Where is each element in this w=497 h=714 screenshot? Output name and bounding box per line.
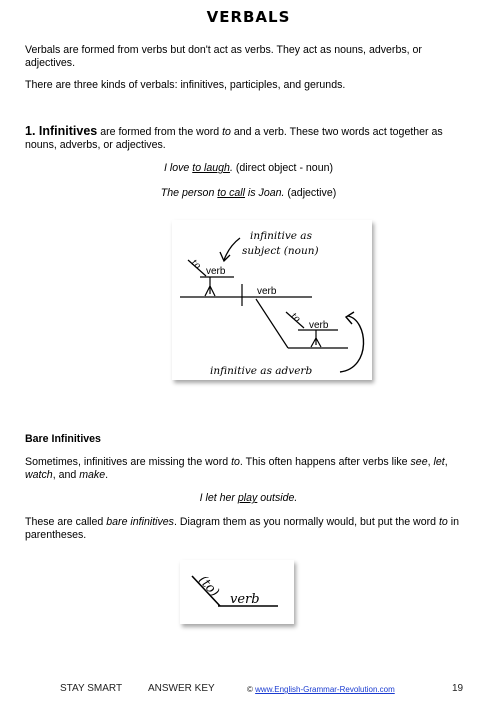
main-verb-label: verb bbox=[257, 286, 277, 297]
example-2 bbox=[0, 187, 497, 200]
example-2-post: is Joan. bbox=[244, 187, 285, 199]
bare-example-post: outside. bbox=[257, 492, 298, 504]
infinitives-text-b: and a verb. These two words act together as nouns, adverbs, or adjectives. bbox=[25, 126, 443, 151]
bare-example-underlined: play bbox=[237, 492, 258, 504]
bare-p1-f: . bbox=[105, 469, 109, 481]
example-2-note: (adjective) bbox=[284, 187, 337, 199]
bare-paragraph-2 bbox=[25, 516, 473, 542]
adverb-verb-label: verb bbox=[309, 320, 329, 331]
infinitives-paragraph bbox=[25, 125, 473, 152]
example-1-post: . bbox=[229, 162, 233, 174]
footer-website-link[interactable]: www.English-Grammar-Revolution.com bbox=[255, 685, 395, 694]
example-1-pre: I love bbox=[163, 162, 193, 174]
bare-p1-to: to bbox=[231, 456, 240, 468]
bare-p2-b: . Diagram them as you normally would, but put the word bbox=[173, 516, 439, 528]
annotation-subject-line2: subject (noun) bbox=[242, 245, 319, 257]
infinitives-heading: 1. Infinitives bbox=[25, 124, 98, 138]
example-1-note: (direct object - noun) bbox=[232, 162, 334, 174]
annotation-subject-line1: infinitive as bbox=[250, 230, 312, 242]
copyright-symbol: © bbox=[247, 685, 253, 694]
infinitive-diagram bbox=[172, 220, 372, 380]
bare-p1-b: . This often happens after verbs like bbox=[239, 456, 411, 468]
bare-p1-make: make bbox=[79, 469, 106, 481]
example-2-pre: The person bbox=[160, 187, 218, 199]
footer-answer-key: ANSWER KEY bbox=[148, 683, 215, 694]
bare-paragraph-1 bbox=[25, 456, 473, 482]
bare-p1-c: , bbox=[427, 456, 434, 468]
infinitive-diagram-svg bbox=[172, 220, 372, 380]
bare-p2-bare: bare infinitives bbox=[106, 516, 174, 528]
bare-infinitives-heading: Bare Infinitives bbox=[25, 433, 101, 445]
bare-to-label: (to) bbox=[195, 572, 222, 601]
bare-p1-e: , and bbox=[52, 469, 80, 481]
bare-example bbox=[0, 492, 497, 505]
bare-infinitive-diagram bbox=[180, 560, 294, 624]
infinitives-text-a: are formed from the word bbox=[97, 126, 223, 138]
intro-paragraph-2: There are three kinds of verbals: infinitives, participles, and gerunds. bbox=[25, 79, 346, 91]
bare-p2-to: to bbox=[438, 516, 448, 528]
page-title: VERBALS bbox=[206, 8, 291, 26]
bare-p2-a: These are called bbox=[25, 516, 107, 528]
example-1-underlined: to laugh bbox=[192, 162, 230, 174]
bare-infinitive-diagram-svg bbox=[180, 560, 294, 624]
footer-copyright bbox=[247, 685, 395, 694]
intro-paragraph-1: Verbals are formed from verbs but don't act as verbs. They act as nouns, adverbs, or adjectives. bbox=[25, 44, 422, 69]
bare-example-pre: I let her bbox=[199, 492, 238, 504]
bare-p1-watch: watch bbox=[25, 469, 53, 481]
bare-verb-label: verb bbox=[230, 592, 260, 607]
footer-stay-smart: STAY SMART bbox=[60, 683, 123, 694]
annotation-adverb: infinitive as adverb bbox=[210, 365, 313, 377]
page-number: 19 bbox=[452, 683, 464, 694]
subject-verb-label: verb bbox=[206, 266, 226, 277]
bare-p1-a: Sometimes, infinitives are missing the word bbox=[25, 456, 232, 468]
bare-p1-see: see bbox=[410, 456, 428, 468]
adverb-to-label: to bbox=[288, 311, 302, 325]
bare-p1-d: , bbox=[444, 456, 448, 468]
example-1 bbox=[0, 162, 497, 175]
bare-p1-let: let bbox=[433, 456, 445, 468]
bare-p2-c: in parentheses. bbox=[25, 516, 459, 541]
example-2-underlined: to call bbox=[217, 187, 245, 199]
infinitives-text-to: to bbox=[222, 126, 231, 138]
subject-to-label: to bbox=[189, 258, 203, 272]
